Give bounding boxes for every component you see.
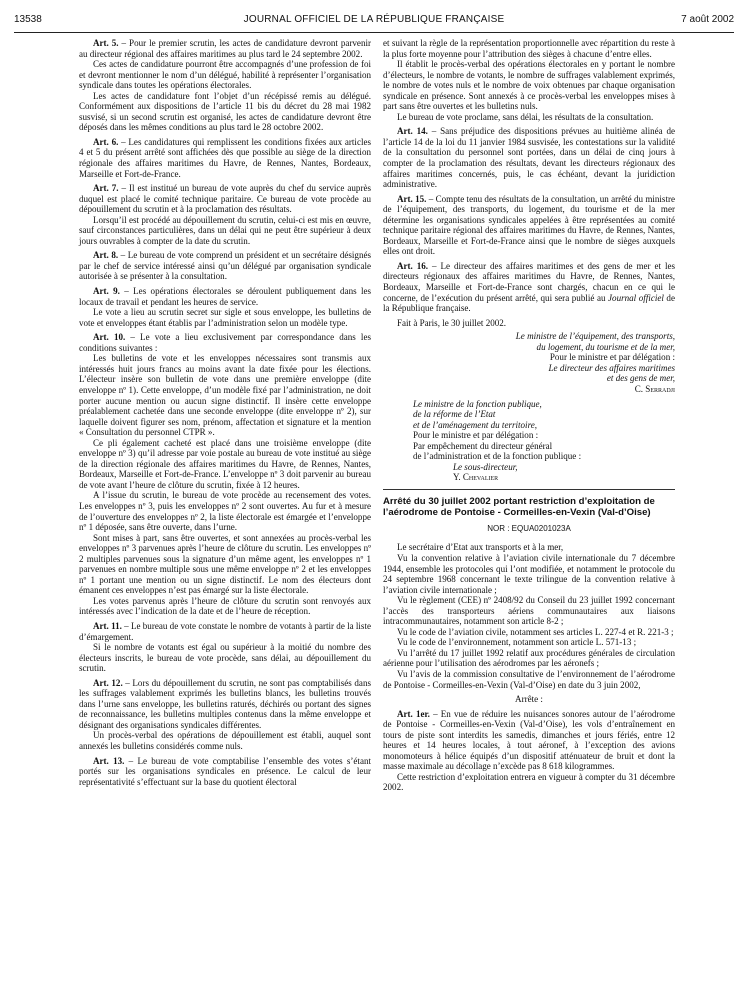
paragraph: Un procès-verbal des opérations de dépouillement est établi, auquel sont annexés les bulletins considérés comme nuls. bbox=[79, 730, 371, 751]
signatory-title: et des gens de mer, bbox=[606, 373, 675, 384]
article-10: Art. 10. – Le vote a lieu exclusivement par correspondance dans les conditions suivantes : bbox=[79, 332, 371, 353]
paragraph: Le secrétaire d’Etat aux transports et à la mer, bbox=[397, 542, 564, 553]
paragraph: Lorsqu’il est procédé au dépouillement du scrutin, celui-ci est mis en œuvre, sauf circonstances particulières, dans un délai qui ne peut être supérieur à deux jours ouvrables à compter de la date du scrutin. bbox=[79, 214, 371, 246]
page-header bbox=[14, 10, 734, 33]
delegation-line: Par empêchement du directeur général bbox=[413, 440, 553, 451]
paragraph: Les actes de candidature font l’objet d’un récépissé remis au délégué. Conformément aux dispositions de l’article 11 bis du décret du 28 mai 1982 susvisé, si un second scrutin est organisé, les actes de candidature devront être déposés dans les mêmes conditions au plus tard le 28 octobre 2002. bbox=[79, 90, 371, 133]
paragraph: Ce pli également cacheté est placé dans une troisième enveloppe (dite enveloppe nº 3) qu’il adresse par voie postale au bureau de vote institué au siège de la direction régionale des affaires maritimes du Havre, de Rennes, Nantes, Bordeaux, Marseille et Fort-de-France. L’enveloppe nº 3 doit parvenir au bureau de vote avant l’heure de clôture du scrutin, fixée à 12 heures. bbox=[79, 437, 371, 490]
signature-block-1 bbox=[383, 331, 675, 394]
paragraph: Vu l’avis de la commission consultative de l’environnement de l’aérodrome de Pontoise - Cormeilles-en-Vexin (Val-d’Oise) en date du 3 juin 2002, bbox=[383, 668, 675, 690]
section-divider bbox=[383, 489, 675, 490]
article-15: Art. 15. – Compte tenu des résultats de la consultation, un arrêté du ministre de l’équipement, des transports, du logement, du tourisme et de la mer détermine les organisations syndicales appelées à être représentées au comité technique paritaire régional des affaires maritimes du Havre, de Rennes, Nantes, Bordeaux, Marseille et Fort-de-France ainsi que le nombre de sièges auxquels elles ont droit. bbox=[383, 193, 675, 257]
article-7: Art. 7. – Il est institué un bureau de vote auprès du chef du service auprès duquel est placé le comité technique paritaire. Ce bureau de vote procède au dépouillement du scrutin et à la proclamation des résultats. bbox=[79, 183, 371, 215]
paragraph: Vu le code de l’environnement, notamment son article L. 571-13 ; bbox=[397, 637, 637, 648]
right-column bbox=[383, 38, 675, 793]
decree-title: Arrêté du 30 juillet 2002 portant restriction d’exploitation de l’aérodrome de Pontoise - Cormeilles-en-Vexin (Val-d’Oise) bbox=[383, 495, 655, 518]
issue-date: 7 août 2002 bbox=[681, 14, 734, 25]
paragraph: Il établit le procès-verbal des opérations électorales en y portant le nombre d’électeurs, le nombre de votants, le nombre de suffrages valablement exprimés, le nombre de votes nuls et le nombre de voix obtenues par chaque organisation syndicale en présence. Sont annexés à ce procès-verbal les enveloppes mises à part sans être ouvertes et les bulletins nuls. bbox=[383, 59, 675, 112]
article-1: Art. 1er. – En vue de réduire les nuisances sonores autour de l’aérodrome de Pontoise - Cormeilles-en-Vexin (Val-d’Oise), les vols d’entraînement en tours de piste sont interdits les samedis, dimanches et jours fériés, entre 12 heures et 14 heures locales, à tout aéronef, à l’exception des avions monomoteurs à hélice équipés d’un dispositif atténuateur de bruit et dont la masse maximale au décollage n’excède pas 8 618 kilogrammes. bbox=[383, 708, 675, 772]
page-number: 13538 bbox=[14, 14, 42, 25]
left-column bbox=[79, 38, 371, 787]
paragraph: A l’issue du scrutin, le bureau de vote procède au recensement des votes. Les enveloppes nº 3, puis les enveloppes nº 2 sont ouvertes. Au fur et à mesure de l’ouverture des enveloppes nº 2, la liste électorale est émargée et l’enveloppe nº 1 déposée, sans être ouverte, dans l’urne. bbox=[79, 490, 371, 533]
paragraph: Vu le code de l’aviation civile, notamment ses articles L. 227-4 et R. 221-3 ; bbox=[397, 626, 674, 637]
paragraph: Cette restriction d’exploitation entrera en vigueur à compter du 31 décembre 2002. bbox=[383, 771, 675, 793]
article-5: Art. 5. – Pour le premier scrutin, les actes de candidature devront parvenir au directeur régional des affaires maritimes au plus tard le 24 septembre 2002. bbox=[79, 38, 371, 59]
signatory-title: de la réforme de l’Etat bbox=[413, 409, 496, 420]
signature-block-2 bbox=[383, 399, 675, 483]
nor-reference: NOR : EQUA0201023A bbox=[487, 523, 571, 533]
paragraph: Vu le règlement (CEE) nº 2408/92 du Conseil du 23 juillet 1992 concernant l’accès des transporteurs aériens communautaires aux liaisons intracommunautaires, notamment son article 8-2 ; bbox=[383, 595, 675, 627]
delegation-line: de l’administration et de la fonction publique : bbox=[413, 451, 582, 462]
paragraph: Les votes parvenus après l’heure de clôture du scrutin sont renvoyés aux intéressés avec l’indication de la date et de l’heure de réception. bbox=[79, 595, 371, 617]
article-9: Art. 9. – Les opérations électorales se déroulent publiquement dans les locaux de travail et pendant les heures de service. bbox=[79, 286, 371, 307]
paragraph: et suivant la règle de la représentation proportionnelle avec répartition du reste à la plus forte moyenne pour l’attribution des sièges à chacune d’entre elles. bbox=[383, 38, 675, 59]
article-13: Art. 13. – Le bureau de vote comptabilise l’ensemble des votes s’étant portés sur les organisations syndicales en présence. Le calcul de leur représentativité s’effectuant sur la base du quotient électoral bbox=[79, 755, 371, 787]
signatory-title: Le ministre de l’équipement, des transports, bbox=[515, 331, 675, 342]
signatory-title: et de l’aménagement du territoire, bbox=[413, 419, 538, 430]
paragraph: Le vote a lieu au scrutin secret sur sigle et sous enveloppe, les bulletins de vote et enveloppes étant établis par l’administration selon un modèle type. bbox=[79, 307, 371, 328]
article-11: Art. 11. – Le bureau de vote constate le nombre de votants à partir de la liste d’émargement. bbox=[79, 620, 371, 642]
paragraph: Sont mises à part, sans être ouvertes, et sont annexées au procès-verbal les enveloppes nº 3 parvenues après l’heure de clôture du scrutin. Les enveloppes nº 2 multiples parvenues sous la signature d’un même agent, les enveloppes nº 1 parvenues en nombre multiple sous une même enveloppe nº 2 et les enveloppes nº 1 portant une mention ou un signe distinctif. Le nom des électeurs dont émanent ces enveloppes n’est pas émargé sur la liste électorale. bbox=[79, 532, 371, 596]
article-8: Art. 8. – Le bureau de vote comprend un président et un secrétaire désignés par le chef de service intéressé ainsi qu’un délégué par organisation syndicale autorisée à se présenter à la consultation. bbox=[79, 250, 371, 282]
signing-place-date: Fait à Paris, le 30 juillet 2002. bbox=[397, 317, 507, 328]
article-14: Art. 14. – Sans préjudice des dispositions prévues au huitième alinéa de l’article 14 de la loi du 11 janvier 1984 susvisée, les contestations sur la validité de la consultation du personnel sont portées, dans un délai de cinq jours à compter de la proclamation des résultats, devant les directeurs régionaux des affaires maritimes concernés, puis, le cas échéant, devant la juridiction administrative. bbox=[383, 126, 675, 190]
paragraph: Si le nombre de votants est égal ou supérieur à la moitié du nombre des électeurs inscrits, le bureau de vote procède, sans délai, au dépouillement du scrutin. bbox=[79, 642, 371, 674]
delegation-line: Pour le ministre et par délégation : bbox=[549, 352, 675, 363]
signatory-title: du logement, du tourisme et de la mer, bbox=[536, 341, 675, 352]
signatory-name: Y. Chevalier bbox=[453, 472, 499, 483]
signatory-title: Le directeur des affaires maritimes bbox=[548, 362, 675, 373]
article-6: Art. 6. – Les candidatures qui remplissent les conditions fixées aux articles 4 et 5 du présent arrêté sont affichées dès que possible au siège de la direction régionale des affaires maritimes du Havre, de Rennes, Nantes, Bordeaux, Marseille et Fort-de-France. bbox=[79, 136, 372, 179]
arrete-heading: Arrête : bbox=[515, 694, 543, 705]
delegation-line: Pour le ministre et par délégation : bbox=[413, 430, 539, 441]
article-16: Art. 16. – Le directeur des affaires maritimes et des gens de mer et les directeurs régionaux des affaires maritimes du Havre, de Rennes, Nantes, Bordeaux, Marseille et Fort-de-France sont chargés, chacun en ce qui le concerne, de l’exécution du présent arrêté, qui sera publié au Journal officiel de la République française. bbox=[383, 260, 675, 314]
paragraph: Vu l’arrêté du 17 juillet 1992 relatif aux procédures générales de circulation aérienne pour l’utilisation des aérodromes par les aéronefs ; bbox=[383, 647, 675, 669]
paragraph: Vu la convention relative à l’aviation civile internationale du 7 décembre 1944, ensemble les protocoles qui l’ont modifiée, et notamment le protocole du 24 septembre 1968 concernant le texte trilingue de la convention relative à l’aviation civile internationale ; bbox=[383, 552, 675, 595]
journal-title: JOURNAL OFFICIEL DE LA RÉPUBLIQUE FRANÇAISE bbox=[243, 14, 505, 25]
signatory-title: Le ministre de la fonction publique, bbox=[413, 398, 542, 409]
paragraph: Ces actes de candidature pourront être accompagnés d’une profession de foi et devront mentionner le nom d’un délégué, habilité à représenter l’organisation syndicale dans toutes les opérations électorales. bbox=[79, 59, 371, 91]
signatory-title: Le sous-directeur, bbox=[453, 461, 518, 472]
paragraph: Les bulletins de vote et les enveloppes nécessaires sont transmis aux intéressés huit jours francs au moins avant la date fixée pour les élections. L’électeur insère son bulletin de vote dans une première enveloppe (dite enveloppe nº 1). Cette enveloppe, d’un modèle fixé par l’administration, ne doit porter aucune mention ou aucun signe distinctif. Il insère cette enveloppe préalablement cachetée dans une seconde enveloppe (dite enveloppe nº 2), sur laquelle doivent figurer ses nom, prénom, affectation et signature et la mention « Consultation du personnel CTPR ». bbox=[79, 353, 371, 438]
article-12: Art. 12. – Lors du dépouillement du scrutin, ne sont pas comptabilisés dans les suffrages valablement exprimés les bulletins blancs, les bulletins trouvés dans l’urne sans enveloppe, les bulletins raturés, déchirés ou portant des signes de reconnaissance, les bulletins multiples contenus dans la même enveloppe et désignant des organisations syndicales différentes. bbox=[79, 677, 371, 730]
signatory-name: C. Serradji bbox=[634, 383, 675, 394]
paragraph: Le bureau de vote proclame, sans délai, les résultats de la consultation. bbox=[397, 111, 654, 122]
